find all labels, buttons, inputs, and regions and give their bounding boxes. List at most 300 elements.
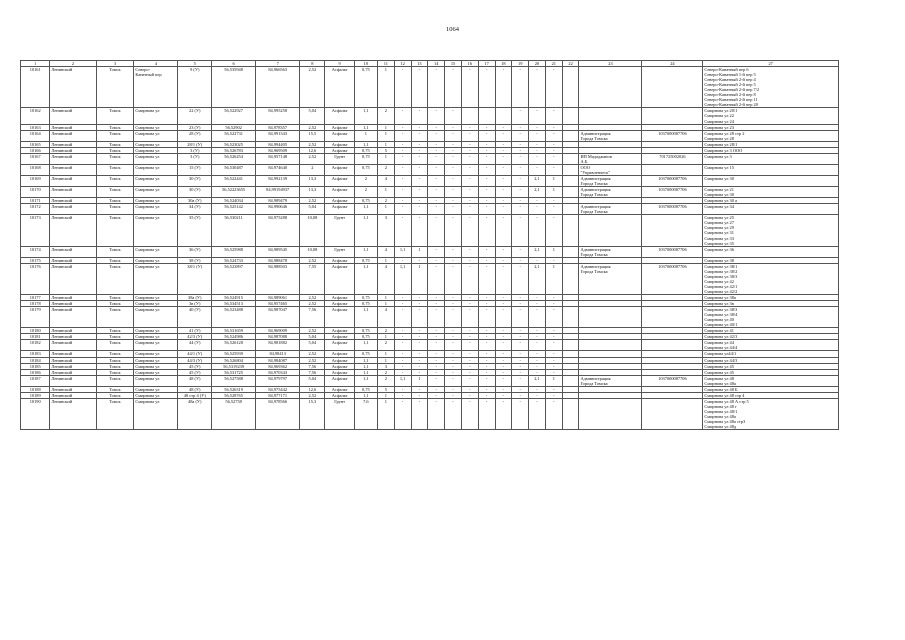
cell-text: 84,979797: [268, 375, 288, 381]
cell-text: -: [485, 386, 488, 392]
cell-text: -: [502, 386, 505, 392]
table-cell: [461, 108, 478, 124]
table-cell: [394, 67, 411, 108]
address-item: Смирнова ул 30: [704, 192, 734, 198]
cell-text: Ленинский: [51, 130, 73, 136]
table-cell: [445, 164, 462, 175]
cell-text: -: [553, 363, 555, 369]
table-cell: [50, 175, 96, 186]
address-item: Смирнова ул 23: [704, 124, 734, 130]
column-header: 23: [579, 61, 642, 67]
cell-text: -: [418, 398, 421, 404]
cell-text: -: [401, 175, 404, 181]
cell-text: 34 (У): [189, 204, 201, 210]
cell-text: 10180: [29, 328, 41, 334]
cell-text: -: [469, 187, 471, 193]
address-item: Смирнова ул 44/4: [704, 345, 738, 351]
cell-text: 1,1: [399, 263, 406, 269]
cell-text: -: [502, 351, 505, 357]
address-list-cell: [703, 263, 839, 294]
address-item: Смирнова ул 48д: [704, 424, 737, 430]
cell-text: -: [502, 328, 505, 334]
cell-text: 3: [384, 215, 387, 221]
cell-text: -: [418, 164, 421, 170]
cell-text: 10181: [29, 334, 41, 340]
table-row: [21, 153, 839, 164]
cell-text: Смирнова ул: [135, 215, 160, 221]
table-cell: [394, 215, 411, 246]
cell-text: 56,52902: [225, 124, 242, 130]
cell-text: 48а (У): [188, 398, 202, 404]
table-cell: [300, 263, 325, 294]
address-item: Северо-Канатный 2-й пер 20: [704, 102, 758, 108]
cell-text: Асфальт: [331, 124, 348, 130]
cell-text: Администрация: [580, 187, 611, 193]
cell-text: Смирнова ул: [135, 263, 160, 269]
cell-text: -: [553, 295, 555, 301]
cell-text: -: [536, 392, 538, 398]
cell-text: 10179: [29, 307, 41, 313]
table-cell: [377, 215, 394, 246]
address-item: Смирнова ул 44: [704, 340, 734, 346]
cell-text: -: [536, 108, 538, 114]
cell-text: 2: [384, 375, 387, 381]
cell-text: -: [418, 363, 421, 369]
table-cell: [212, 246, 256, 257]
cell-text: Асфальт: [331, 386, 348, 392]
table-cell: [212, 153, 256, 164]
table-cell: [562, 130, 579, 141]
table-cell: [529, 307, 546, 328]
cell-text: -: [435, 386, 437, 392]
table-cell: [545, 246, 562, 257]
cell-text: Ленинский: [51, 246, 73, 252]
table-cell: [461, 164, 478, 175]
cell-text: 2,52: [308, 295, 317, 301]
table-cell: [445, 215, 462, 246]
cell-text: Томск: [109, 340, 121, 346]
table-cell: [354, 204, 377, 215]
address-list-cell: [703, 67, 839, 108]
cell-text: -: [469, 386, 471, 392]
table-cell: [642, 153, 703, 164]
cell-text: 15,5: [308, 130, 317, 136]
cell-text: 30 (У): [189, 175, 201, 181]
table-cell: [445, 246, 462, 257]
cell-text: -: [469, 175, 471, 181]
cell-text: -: [435, 334, 437, 340]
cell-text: 10165: [29, 141, 41, 147]
address-item: Смирнова ул 48а стр3: [704, 419, 746, 425]
cell-text: 5,04: [308, 334, 317, 340]
table-cell: [512, 187, 529, 198]
table-cell: [354, 130, 377, 141]
cell-text: -: [452, 340, 454, 346]
cell-text: Асфальт: [331, 147, 348, 153]
cell-text: -: [435, 175, 437, 181]
cell-text: -: [418, 301, 421, 307]
cell-text: 10178: [29, 301, 41, 307]
cell-text: -: [485, 67, 488, 73]
table-cell: [461, 67, 478, 108]
column-header: 18: [495, 61, 512, 67]
cell-text: -: [401, 215, 404, 221]
cell-text: Ленинский: [51, 124, 73, 130]
table-cell: [428, 153, 445, 164]
table-cell: [212, 375, 256, 386]
cell-text: -: [452, 198, 454, 204]
cell-text: 56,526128: [224, 340, 243, 346]
cell-text: -: [435, 147, 437, 153]
cell-text: 2: [384, 369, 387, 375]
cell-text: 1,1: [363, 340, 369, 346]
cell-text: 1037000087706: [658, 130, 687, 136]
cell-text: 84,987088: [268, 334, 288, 340]
cell-text: -: [553, 351, 555, 357]
cell-text: Ленинский: [51, 215, 73, 221]
cell-text: Томск: [109, 153, 121, 159]
cell-text: -: [536, 334, 538, 340]
cell-text: Асфальт: [331, 307, 348, 313]
table-cell: [411, 263, 428, 294]
table-cell: [529, 263, 546, 294]
cell-text: Томск: [109, 246, 121, 252]
cell-text: Асфальт: [331, 357, 348, 363]
cell-text: 2: [384, 108, 387, 114]
cell-text: 1,1: [363, 215, 369, 221]
cell-text: -: [553, 215, 555, 221]
cell-text: -: [553, 204, 555, 210]
column-header: 24: [642, 61, 703, 67]
cell-text: 56,526254: [224, 153, 243, 159]
table-cell: [461, 175, 478, 186]
cell-text: 56,534513: [224, 301, 243, 307]
cell-text: -: [502, 67, 505, 73]
table-cell: [579, 153, 642, 164]
table-cell: [96, 215, 134, 246]
address-item: Смирнова ул 28/1: [704, 141, 738, 147]
cell-text: -: [452, 187, 454, 193]
cell-text: 56,525142: [224, 204, 243, 210]
cell-text: 56,524733: [224, 257, 243, 263]
cell-text: -: [469, 153, 471, 159]
table-cell: [529, 246, 546, 257]
cell-text: -: [469, 67, 471, 73]
table-cell: [411, 215, 428, 246]
cell-text: 10187: [29, 375, 41, 381]
cell-text: 701725002026: [659, 153, 686, 159]
cell-text: 1,1: [363, 246, 369, 252]
table-cell: [428, 187, 445, 198]
cell-text: -: [536, 363, 538, 369]
address-list-cell: [703, 153, 839, 164]
table-cell: [545, 215, 562, 246]
table-cell: [354, 398, 377, 429]
table-cell: [545, 307, 562, 328]
table-cell: [512, 340, 529, 351]
table-cell: [256, 153, 300, 164]
cell-text: -: [485, 334, 488, 340]
cell-text: Ленинский: [51, 164, 73, 170]
cell-text: 1: [552, 263, 555, 269]
table-cell: [512, 67, 529, 108]
cell-text: -: [452, 295, 454, 301]
cell-text: -: [485, 141, 488, 147]
cell-text: -: [401, 187, 404, 193]
table-cell: [512, 398, 529, 429]
cell-text: 56,525939: [224, 351, 243, 357]
cell-text: 10,08: [307, 215, 318, 221]
table-cell: [428, 204, 445, 215]
address-item: Смирнова ул 22: [704, 113, 734, 119]
cell-text: Ленинский: [51, 108, 73, 114]
address-list-cell: [703, 307, 839, 328]
table-cell: [512, 375, 529, 386]
cell-text: 5,04: [308, 340, 317, 346]
cell-text: -: [418, 334, 421, 340]
cell-text: -: [485, 295, 488, 301]
table-cell: [579, 204, 642, 215]
address-item: Смирнова ул 31: [704, 230, 734, 236]
table-cell: [428, 340, 445, 351]
table-cell: [579, 164, 642, 175]
cell-text: 28/1 (У): [187, 141, 203, 147]
cell-text: 48 (У): [189, 386, 201, 392]
cell-text: 2: [364, 187, 367, 193]
table-cell: [445, 263, 462, 294]
table-cell: [642, 187, 703, 198]
table-cell: [21, 153, 50, 164]
table-cell: [212, 108, 256, 124]
table-cell: [377, 130, 394, 141]
table-cell: [411, 204, 428, 215]
table-cell: [445, 187, 462, 198]
table-cell: [325, 108, 354, 124]
cell-text: -: [435, 124, 437, 130]
table-cell: [529, 375, 546, 386]
cell-text: Ленинский: [51, 153, 73, 159]
column-header: 16: [461, 61, 478, 67]
cell-text: -: [536, 357, 538, 363]
cell-text: -: [418, 307, 421, 313]
cell-text: Асфальт: [331, 141, 348, 147]
cell-text: Ленинский: [51, 175, 73, 181]
cell-text: -: [452, 108, 454, 114]
cell-text: Асфальт: [331, 334, 348, 340]
cell-text: 1,1: [363, 307, 369, 313]
cell-text: Ленинский: [51, 357, 73, 363]
table-cell: [495, 153, 512, 164]
cell-text: 56,52758: [225, 398, 242, 404]
table-row: [21, 398, 839, 429]
cell-text: 1,1: [363, 369, 369, 375]
cell-text: -: [401, 301, 404, 307]
cell-text: Ленинский: [51, 141, 73, 147]
cell-text: 1,1: [363, 204, 369, 210]
cell-text: 84,987047: [268, 307, 288, 313]
address-item: Смирнова ул 42/1: [704, 283, 738, 289]
cell-text: -: [469, 369, 471, 375]
table-cell: [394, 398, 411, 429]
table-cell: [579, 187, 642, 198]
table-cell: [579, 215, 642, 246]
table-cell: [377, 175, 394, 186]
table-cell: [377, 153, 394, 164]
cell-text: -: [452, 153, 454, 159]
address-item: Смирнова ул 33: [704, 235, 734, 241]
address-item: Смирнова ул 24: [704, 118, 734, 124]
cell-text: -: [452, 328, 454, 334]
table-cell: [96, 246, 134, 257]
table-cell: [178, 204, 212, 215]
table-cell: [428, 246, 445, 257]
cell-text: 10184: [29, 357, 41, 363]
address-item: Смирнова ул 3: [704, 153, 732, 159]
cell-text: Томск: [109, 141, 121, 147]
cell-text: -: [452, 164, 454, 170]
cell-text: 0,75: [362, 351, 370, 357]
cell-text: 84,988478: [268, 257, 288, 263]
cell-text: Смирнова ул: [135, 141, 160, 147]
cell-text: -: [401, 369, 404, 375]
cell-text: 45 (У): [189, 369, 201, 375]
cell-text: 56,524915: [224, 295, 243, 301]
cell-text: Асфальт: [331, 363, 348, 369]
cell-text: -: [452, 357, 454, 363]
cell-text: Томск: [109, 357, 121, 363]
cell-text: -: [418, 340, 421, 346]
table-cell: [325, 375, 354, 386]
address-item: Смирнова ул 25: [704, 215, 734, 221]
table-cell: [256, 204, 300, 215]
table-cell: [642, 130, 703, 141]
table-cell: [377, 375, 394, 386]
cell-text: Ленинский: [51, 295, 73, 301]
cell-text: 10161: [29, 67, 41, 73]
table-cell: [461, 130, 478, 141]
cell-text: 10189: [29, 392, 41, 398]
cell-text: Канатный пер: [135, 72, 162, 78]
column-header: 12: [394, 61, 411, 67]
table-cell: [428, 263, 445, 294]
cell-text: -: [485, 215, 488, 221]
cell-text: 84,978357: [268, 124, 288, 130]
address-item: Северо-Канатный 2-й пер 11: [704, 97, 758, 103]
table-cell: [642, 307, 703, 328]
table-cell: [579, 108, 642, 124]
table-cell: [461, 187, 478, 198]
table-cell: [96, 340, 134, 351]
table-cell: [545, 108, 562, 124]
address-item: Смирнова ул 21: [704, 187, 734, 193]
table-cell: [642, 375, 703, 386]
cell-text: -: [452, 263, 454, 269]
cell-text: -: [452, 392, 454, 398]
cell-text: Томск: [109, 130, 121, 136]
table-cell: [256, 215, 300, 246]
table-cell: [411, 153, 428, 164]
cell-text: -: [469, 363, 471, 369]
cell-text: Смирнова ул: [135, 307, 160, 313]
cell-text: -: [401, 334, 404, 340]
address-item: Смирнова ул 27: [704, 220, 734, 226]
cell-text: -: [519, 328, 521, 334]
table-cell: [495, 215, 512, 246]
cell-text: -: [519, 351, 521, 357]
column-header: 1: [21, 61, 50, 67]
table-cell: [445, 153, 462, 164]
cell-text: 1: [552, 246, 555, 252]
cell-text: 2: [384, 164, 387, 170]
cell-text: -: [553, 108, 555, 114]
table-cell: [445, 204, 462, 215]
table-row: [21, 246, 839, 257]
cell-text: 1: [384, 351, 387, 357]
cell-text: 2: [384, 328, 387, 334]
cell-text: 56,523897: [224, 263, 243, 269]
cell-text: -: [502, 363, 505, 369]
table-cell: [512, 204, 529, 215]
cell-text: -: [536, 307, 538, 313]
cell-text: -: [469, 263, 471, 269]
cell-text: Асфальт: [331, 301, 348, 307]
table-cell: [445, 307, 462, 328]
table-cell: [178, 130, 212, 141]
cell-text: 2,52: [308, 124, 317, 130]
cell-text: 1: [384, 67, 387, 73]
cell-text: 84,969509: [268, 147, 288, 153]
cell-text: 30а (У): [188, 198, 202, 204]
cell-text: 56,524986: [224, 334, 243, 340]
cell-text: -: [485, 147, 488, 153]
table-cell: [445, 130, 462, 141]
table-cell: [21, 108, 50, 124]
table-cell: [478, 130, 495, 141]
cell-text: 84,969009: [268, 328, 288, 334]
address-item: Смирнова ул 30: [704, 175, 734, 181]
cell-text: 1,1: [363, 141, 369, 147]
cell-text: 10166: [29, 147, 41, 153]
cell-text: -: [418, 153, 421, 159]
cell-text: -: [435, 351, 437, 357]
table-cell: [256, 263, 300, 294]
cell-text: 10163: [29, 124, 41, 130]
cell-text: Томск: [109, 328, 121, 334]
cell-text: Асфальт: [331, 175, 348, 181]
cell-text: Томск: [109, 187, 121, 193]
cell-text: -: [469, 357, 471, 363]
cell-text: 10188: [29, 386, 41, 392]
cell-text: Ленинский: [51, 328, 73, 334]
cell-text: Асфальт: [331, 351, 348, 357]
cell-text: -: [502, 369, 505, 375]
cell-text: 28 (У): [189, 130, 201, 136]
table-cell: [562, 187, 579, 198]
cell-text: Смирнова ул: [135, 334, 160, 340]
cell-text: 10175: [29, 257, 41, 263]
table-cell: [478, 187, 495, 198]
table-cell: [445, 398, 462, 429]
cell-text: Томск: [109, 334, 121, 340]
cell-text: 10185: [29, 363, 41, 369]
column-header: 15: [445, 61, 462, 67]
table-cell: [178, 375, 212, 386]
cell-text: 56,525988: [224, 246, 243, 252]
cell-text: -: [401, 108, 404, 114]
table-cell: [134, 398, 178, 429]
cell-text: -: [418, 357, 421, 363]
cell-text: 41 (У): [189, 328, 201, 334]
